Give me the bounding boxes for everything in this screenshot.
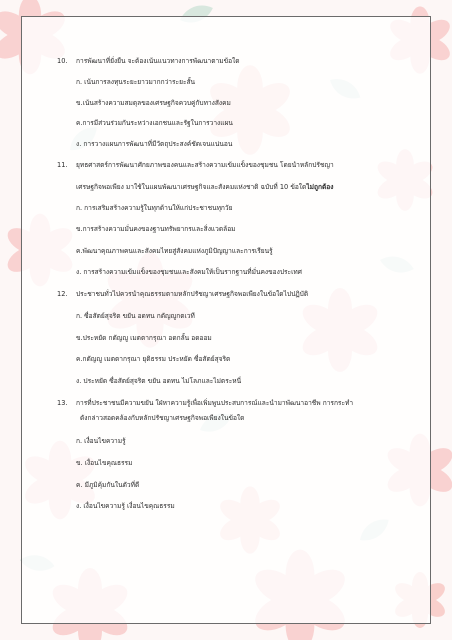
question-13-option-a: ก. เงื่อนไขความรู้ [76,437,126,445]
question-11-stem: ยุทธศาสตร์การพัฒนาศักยภาพของคนและสร้างความเข้มแข็งของชุมชน โดยนำหลักปรัชญา [76,161,334,169]
question-12-option-b: ข.ประหยัด กตัญญู เมตตากรุณา อดกลั้น อดออม [76,334,212,342]
question-11-option-b: ข.การสร้างความมั่นคงของฐานทรัพยากรและสิ่งแวดล้อม [76,225,236,233]
question-11-option-a: ก. การเสริมสร้างความรู้ในทุกด้านให้แก่ประชาชนทุกวัย [76,204,233,212]
question-13-number: 13. [57,399,68,407]
question-13-stem: การที่ประชาชนมีความขยัน ใฝ่หาความรู้เพื่อเพิ่มพูนประสบการณ์และนำมาพัฒนาอาชีพ การกระทำ [76,399,354,407]
question-10-option-c: ค.การมีส่วนร่วมกันระหว่างเอกชนและรัฐในการวางแผน [76,119,233,127]
question-10-option-d: ง. การวางแผนการพัฒนาที่มีวัตถุประสงค์ชัดเจนแน่นอน [76,140,233,148]
question-12-option-c: ค.กตัญญู เมตตากรุณา ยุติธรรม ประหยัด ซื่อสัตย์สุจริต [76,355,231,363]
question-13-option-c: ค. มีภูมิคุ้มกันในตัวที่ดี [76,481,140,489]
question-11-emphasis: ไม่ถูกต้อง [306,183,334,191]
question-12-stem: ประชาชนทั่วไปควรนำคุณธรรมตามหลักปรัชญาเศรษฐกิจพอเพียงในข้อใดไปปฏิบัติ [76,290,309,298]
question-11-number: 11. [57,161,68,169]
question-10-number: 10. [57,57,68,65]
question-10-option-b: ข.เน้นสร้างความสมดุลของเศรษฐกิจควบคู่กับทางสังคม [76,99,231,107]
question-11-stem-line2-text: เศรษฐกิจพอเพียง มาใช้ในแผนพัฒนาเศรษฐกิจและสังคมแห่งชาติ ฉบับที่ 10 ข้อใด [76,183,307,191]
question-10-option-a: ก. เน้นการลงทุนระยะยาวมากกว่าระยะสั้น [76,78,196,86]
question-10-stem: การพัฒนาที่ยั่งยืน จะต้องเน้นแนวทางการพัฒนาตามข้อใด [76,57,240,65]
question-13-option-b: ข. เงื่อนไขคุณธรรม [76,459,133,467]
question-13-stem-line2: ดังกล่าวสอดคล้องกับหลักปรัชญาเศรษฐกิจพอเพียงในข้อใด [80,414,245,422]
question-12-option-a: ก. ซื่อสัตย์สุจริต ขยัน อดทน กตัญญูกตเวที [76,312,195,320]
question-11-stem-line2 [76,183,333,192]
question-11-option-c: ค.พัฒนาคุณภาพคนและสังคมไทยสู่สังคมแห่งภูมิปัญญาและการเรียนรู้ [76,247,273,255]
question-12-option-d: ง. ประหยัด ซื่อสัตย์สุจริต ขยัน อดทน ไม่โลภและไม่ตระหนี่ [76,377,242,385]
question-11-option-d: ง. การสร้างความเข้มแข็งของชุมชนและสังคมให้เป็นรากฐานที่มั่นคงของประเทศ [76,268,302,276]
question-12-number: 12. [57,290,68,298]
question-13-option-d: ง. เงื่อนไขความรู้ เงื่อนไขคุณธรรม [76,502,175,510]
